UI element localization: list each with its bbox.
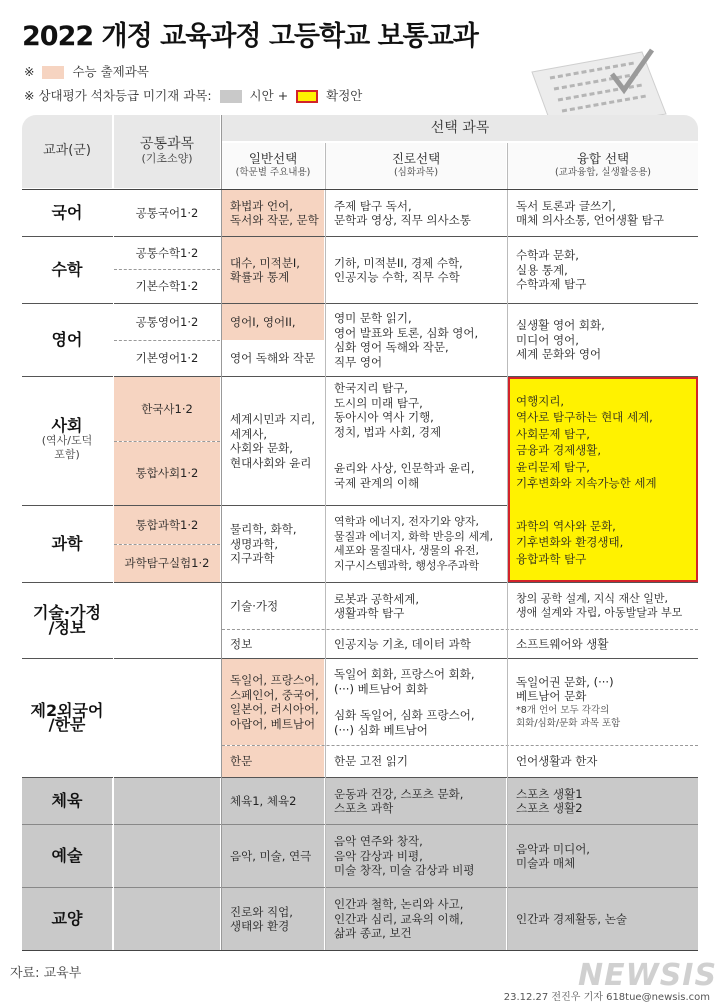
liberal-convergence-text: 인간과 경제활동, 논술	[516, 911, 627, 926]
arts-convergence-2: 미술과 매체	[516, 856, 576, 870]
math-general-2: 확률과 통계	[230, 270, 290, 284]
korean-subject: 국어	[51, 202, 83, 222]
korean-convergence-2: 매체 의사소통, 언어생활 탐구	[516, 213, 664, 227]
pe-general	[222, 778, 324, 824]
korean-general-2: 독서와 작문, 문학	[230, 213, 319, 227]
column-divider	[221, 115, 222, 950]
english-general-1-text: 영어I, 영어II,	[230, 314, 296, 329]
social-career-5: 윤리와 사상, 인문학과 윤리,	[334, 461, 475, 475]
science-general-3: 지구과학	[230, 551, 275, 566]
pe-common-empty	[114, 778, 220, 824]
foreign-career-1	[326, 659, 506, 745]
tech-career-2-text: 인공지능 기초, 데이터 과학	[334, 636, 471, 651]
science-convergence-3: 융합과학 탐구	[516, 551, 587, 566]
header-convergence	[508, 143, 698, 188]
tech-common-empty	[114, 583, 220, 658]
header-career	[326, 143, 506, 188]
page-title: 2022 개정 교육과정 고등학교 보통교과	[22, 21, 478, 52]
social-common-1	[114, 377, 220, 441]
social-career-6: 국제 관계의 이해	[334, 475, 420, 490]
row-science-subject	[22, 506, 112, 582]
english-career-1: 영미 문학 읽기,	[334, 311, 412, 325]
social-subject: 사회	[51, 416, 83, 436]
foreign-career-2	[326, 746, 506, 777]
liberal-convergence	[508, 888, 698, 950]
arts-general-text: 음악, 미술, 연극	[230, 848, 312, 863]
science-common-2	[114, 545, 220, 582]
liberal-career	[326, 888, 506, 950]
english-general-2-text: 영어 독해와 작문	[230, 351, 316, 366]
arts-general	[222, 825, 324, 887]
social-subject-sub-1: (역사/도덕	[41, 433, 93, 447]
pe-career-2: 스포츠 과학	[334, 801, 394, 815]
social-career-4: 정치, 법과 사회, 경제	[334, 424, 442, 439]
science-convergence	[508, 505, 698, 582]
foreign-convergence-2	[508, 746, 698, 777]
legend-suneung-label: 수능 출제과목	[72, 64, 149, 79]
science-general-1: 물리학, 화학,	[230, 522, 297, 537]
row-foreign-subject	[22, 659, 112, 777]
math-career-1: 기하, 미적분II, 경제 수학,	[334, 255, 463, 270]
math-general-1: 대수, 미적분I,	[230, 255, 300, 270]
science-convergence-2: 기후변화와 환경생태,	[516, 535, 624, 550]
header-convergence-text: 융합 선택	[576, 150, 630, 166]
social-convergence-2: 역사로 탐구하는 현대 세계,	[516, 410, 653, 424]
social-convergence-4: 금융과 경제생활,	[516, 443, 602, 457]
foreign-career-1c: 심화 독일어, 심화 프랑스어,	[334, 708, 475, 722]
pe-subject: 체육	[51, 790, 83, 810]
tech-career-1	[326, 583, 506, 629]
liberal-career-1: 인간과 철학, 논리와 사고,	[334, 897, 464, 912]
liberal-career-2: 인간과 심리, 교육의 이해,	[334, 911, 464, 926]
korean-career	[326, 190, 506, 236]
header-career-sub: (심화과목)	[393, 167, 439, 179]
science-common-1-text: 통합과학1·2	[135, 517, 199, 532]
legend-final-label: 확정안	[326, 88, 363, 103]
header-convergence-sub: (교과융합, 실생활응용)	[554, 167, 652, 179]
foreign-career-1a: 독일어 회화, 프랑스어 회화,	[334, 667, 475, 681]
legend-yellow-swatch	[296, 90, 318, 103]
row-arts-subject	[22, 825, 112, 887]
legend-mark: ※	[24, 64, 35, 79]
english-common-1-text: 공통영어1·2	[135, 314, 199, 329]
liberal-general	[222, 888, 324, 950]
tech-general-1-text: 기술·가정	[230, 598, 279, 613]
column-divider	[325, 143, 326, 950]
social-subject-sub-2: 포함)	[54, 448, 80, 462]
header-subject-group	[22, 115, 112, 188]
foreign-general-1d: 아랍어, 베트남어	[230, 716, 316, 731]
korean-convergence-1: 독서 토론과 글쓰기,	[516, 198, 616, 213]
english-common-1	[114, 304, 220, 340]
math-subject: 수학	[51, 259, 83, 279]
korean-common-text: 공통국어1·2	[135, 205, 199, 220]
foreign-general-1	[222, 659, 324, 745]
legend-draft-label: 시안	[249, 88, 274, 103]
liberal-common-empty	[114, 888, 220, 950]
social-convergence-6: 기후변화와 지속가능한 세계	[516, 476, 657, 490]
legend-peach-swatch	[42, 66, 64, 79]
math-convergence	[508, 237, 698, 303]
header-elective-text: 선택 과목	[430, 119, 490, 136]
foreign-career-1d: (···) 심화 베트남어	[334, 722, 428, 737]
english-subject: 영어	[51, 329, 83, 349]
english-convergence-3: 세계 문화와 영어	[516, 347, 602, 362]
english-convergence	[508, 304, 698, 376]
social-convergence-5: 윤리문제 탐구,	[516, 459, 590, 474]
legend-relative	[24, 86, 362, 104]
row-korean-subject	[22, 190, 112, 236]
header-divider	[22, 189, 698, 190]
social-general-1: 세계시민과 지리,	[230, 412, 316, 426]
arts-career-1: 음악 연주와 창작,	[334, 834, 423, 849]
foreign-general-1a: 독일어, 프랑스어,	[230, 673, 319, 687]
tech-career-1b: 생활과학 탐구	[334, 606, 405, 620]
korean-career-2: 문학과 영상, 직무 의사소통	[334, 213, 471, 227]
science-career-3: 세포와 물질대사, 생물의 유전,	[334, 544, 479, 557]
source-note: 자료: 교육부	[10, 966, 82, 981]
science-general	[222, 506, 324, 582]
arts-career	[326, 825, 506, 887]
korean-general-1: 화법과 언어,	[230, 198, 293, 213]
foreign-convergence-note-1: *8개 언어 모두 각각의	[516, 704, 610, 716]
foreign-general-1c: 일본어, 러시아어,	[230, 702, 319, 716]
foreign-general-2-text: 한문	[230, 754, 253, 769]
english-general-2	[222, 341, 324, 376]
tech-subject-1: 기술·가정	[33, 603, 101, 622]
foreign-convergence-1	[508, 659, 698, 745]
row-social-subject	[22, 377, 112, 505]
english-career-2: 영어 발표와 토론, 심화 영어,	[334, 325, 479, 340]
liberal-subject: 교양	[51, 908, 83, 928]
header-common-text: 공통과목	[139, 136, 195, 152]
science-general-2: 생명과학,	[230, 536, 279, 551]
english-career-4: 직무 영어	[334, 354, 383, 369]
pe-convergence-2: 스포츠 생활2	[516, 801, 583, 815]
math-common-2-text: 기본수학1·2	[135, 279, 199, 294]
arts-career-3: 미술 창작, 미술 감상과 비평	[334, 863, 475, 878]
header-common-sub: (기초소양)	[141, 151, 193, 165]
english-common-2	[114, 341, 220, 376]
tech-general-2	[222, 630, 324, 658]
science-career	[326, 506, 506, 582]
math-convergence-2: 실용 통계,	[516, 262, 568, 277]
social-career-3: 동아시아 역사 기행,	[334, 410, 434, 424]
social-convergence-1: 여행지리,	[516, 393, 565, 408]
tech-career-2	[326, 630, 506, 658]
pe-career-1: 운동과 건강, 스포츠 문화,	[334, 786, 464, 801]
header-general-sub: (학문별 주요내용)	[235, 167, 311, 179]
english-career-3: 심화 영어 독해와 작문,	[334, 340, 449, 354]
credit-note: 23.12.27 전진우 기자 618tue@newsis.com	[503, 992, 710, 1003]
social-career-2: 도시의 미래 탐구,	[334, 395, 423, 410]
social-convergence	[508, 377, 698, 505]
korean-common	[114, 190, 220, 236]
social-career-1: 한국지리 탐구,	[334, 381, 408, 395]
legend-gray-swatch	[220, 90, 242, 103]
foreign-career-2-text: 한문 고전 읽기	[334, 754, 408, 769]
tech-general-1	[222, 583, 324, 629]
legend-suneung	[24, 62, 149, 80]
column-divider	[507, 143, 508, 950]
science-career-4: 지구시스템과학, 행성우주과학	[334, 558, 480, 572]
legend-mark: ※	[24, 88, 35, 103]
foreign-general-2	[222, 746, 324, 777]
social-convergence-3: 사회문제 탐구,	[516, 426, 590, 441]
english-convergence-2: 미디어 영어,	[516, 332, 579, 347]
header-general-text: 일반선택	[248, 150, 298, 166]
foreign-convergence-1b: 베트남어 문화	[516, 689, 587, 703]
foreign-common-empty	[114, 659, 220, 777]
header-common	[114, 115, 220, 188]
korean-career-1: 주제 탐구 독서,	[334, 198, 412, 213]
science-subject: 과학	[51, 533, 83, 553]
tech-convergence-2-text: 소프트웨어와 생활	[516, 636, 609, 651]
arts-career-2: 음악 감상과 비평,	[334, 848, 423, 863]
foreign-general-1b: 스페인어, 중국어,	[230, 687, 319, 702]
legend-plus: +	[277, 88, 289, 103]
foreign-convergence-2-text: 언어생활과 한자	[516, 754, 598, 769]
social-common-2-text: 통합사회1·2	[135, 466, 199, 481]
foreign-convergence-1a: 독일어권 문화, (···)	[516, 674, 614, 689]
science-common-2-text: 과학탐구실험1·2	[124, 556, 210, 571]
row-pe-subject	[22, 778, 112, 824]
pe-convergence-1: 스포츠 생활1	[516, 786, 583, 801]
liberal-general-2: 생태와 환경	[230, 919, 290, 933]
tech-convergence-1	[508, 583, 698, 629]
social-general-4: 현대사회와 윤리	[230, 455, 312, 470]
science-convergence-1: 과학의 역사와 문화,	[516, 518, 616, 533]
korean-convergence	[508, 190, 698, 236]
arts-convergence-1: 음악과 미디어,	[516, 841, 590, 856]
math-common-1-text: 공통수학1·2	[135, 245, 199, 260]
korean-general	[222, 190, 324, 236]
science-career-1: 역학과 에너지, 전자기와 양자,	[334, 515, 479, 528]
english-career	[326, 304, 506, 376]
row-tech-subject	[22, 583, 112, 658]
tech-convergence-2	[508, 630, 698, 658]
math-career-2: 인공지능 수학, 직무 수학	[334, 270, 460, 284]
math-common-2	[114, 270, 220, 303]
row-english-subject	[22, 304, 112, 376]
social-general-3: 사회와 문화,	[230, 441, 293, 455]
arts-subject: 예술	[51, 845, 83, 865]
social-career	[326, 377, 506, 505]
english-common-2-text: 기본영어1·2	[135, 351, 199, 366]
english-general-1	[222, 304, 324, 340]
tech-convergence-1b: 생애 설계와 자립, 아동발달과 부모	[516, 606, 683, 619]
social-general	[222, 377, 324, 505]
foreign-subject-1: 제2외국어	[30, 700, 104, 720]
foreign-convergence-note-2: 회화/심화/문화 과목 포함	[516, 717, 621, 729]
foreign-subject-2: /한문	[48, 715, 86, 734]
english-convergence-1: 실생활 영어 회화,	[516, 318, 605, 333]
liberal-general-1: 진로와 직업,	[230, 904, 293, 919]
newsis-watermark: NEWSIS	[578, 958, 718, 993]
pe-career	[326, 778, 506, 824]
arts-convergence	[508, 825, 698, 887]
tech-general-2-text: 정보	[230, 636, 253, 651]
arts-common-empty	[114, 825, 220, 887]
tech-convergence-1a: 창의 공학 설계, 지식 재산 일반,	[516, 591, 668, 605]
social-common-2	[114, 442, 220, 505]
header-elective	[222, 115, 698, 141]
column-divider	[113, 115, 114, 950]
pe-convergence	[508, 778, 698, 824]
math-common-1	[114, 237, 220, 269]
foreign-career-1b: (···) 베트남어 회화	[334, 681, 428, 696]
header-subject-group-text: 교과(군)	[43, 143, 91, 159]
tech-career-1a: 로봇과 공학세계,	[334, 591, 420, 606]
social-common-1-text: 한국사1·2	[141, 401, 193, 416]
legend-relative-label: 상대평가 석차등급 미기재 과목:	[38, 88, 212, 103]
row-liberal-subject	[22, 888, 112, 950]
pe-general-text: 체육1, 체육2	[230, 793, 297, 808]
math-general	[222, 237, 324, 303]
row-math-subject	[22, 237, 112, 303]
math-convergence-3: 수학과제 탐구	[516, 277, 587, 292]
science-career-2: 물질과 에너지, 화학 반응의 세계,	[334, 529, 494, 543]
liberal-career-3: 삶과 종교, 보건	[334, 926, 412, 941]
math-career	[326, 237, 506, 303]
table-bottom-border	[22, 950, 698, 951]
tech-subject-2: /정보	[48, 617, 86, 637]
social-general-2: 세계사,	[230, 426, 267, 441]
science-common-1	[114, 506, 220, 544]
header-career-text: 진로선택	[391, 150, 441, 166]
header-general	[222, 143, 324, 188]
math-convergence-1: 수학과 문화,	[516, 248, 579, 263]
